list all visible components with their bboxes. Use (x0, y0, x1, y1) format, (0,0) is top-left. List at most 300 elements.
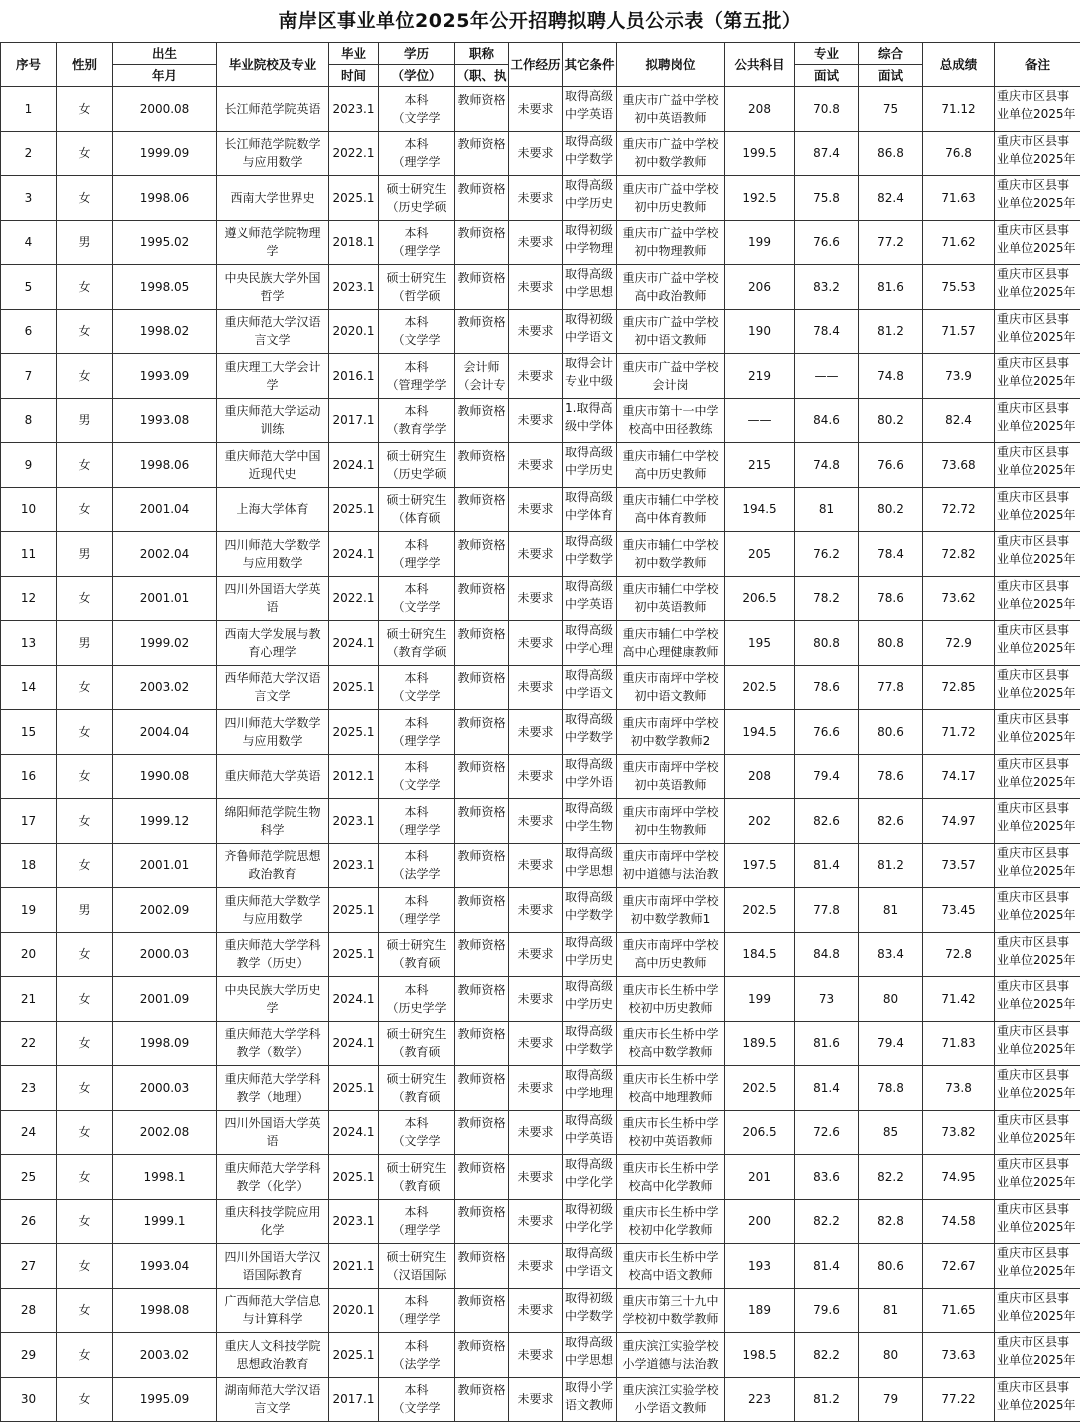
header-grad-top: 毕业 (329, 43, 379, 65)
header-birth-top: 出生 (113, 43, 217, 65)
position-cell (617, 1021, 725, 1066)
seq-cell: 6 (1, 309, 57, 354)
title-line1: 教师资格 (457, 493, 506, 508)
comp-cell: 82.2 (859, 1155, 923, 1200)
edu-line2: （教育学学 (386, 422, 447, 437)
grad-cell: 2024.1 (329, 532, 379, 577)
table-row (1, 220, 1080, 265)
other-cell (563, 1066, 617, 1111)
other-cell (563, 1021, 617, 1066)
table-row (1, 532, 1080, 577)
other-cell-text: 取得高级中学语文 (565, 1246, 614, 1278)
school-cell-text: 重庆师范大学英语 (224, 769, 321, 784)
remark-cell (995, 176, 1080, 221)
gender-cell: 男 (57, 220, 113, 265)
position-cell-text: 重庆市广益中学校初中英语教师 (622, 92, 719, 125)
prof-cell: 76.6 (795, 220, 859, 265)
table-row (1, 1021, 1080, 1066)
comp-cell: 78.4 (859, 532, 923, 577)
comp-cell: 82.8 (859, 1199, 923, 1244)
gender-cell: 男 (57, 398, 113, 443)
school-cell (217, 87, 329, 132)
comp-cell: 81.2 (859, 309, 923, 354)
position-cell-text: 重庆市长生桥中学校初中历史教师 (622, 982, 719, 1015)
school-cell-text: 长江师范学院数学与应用数学 (224, 137, 321, 170)
position-cell (617, 354, 725, 399)
public-cell: 189.5 (725, 1021, 795, 1066)
school-cell-text: 重庆师范大学学科教学（地理） (224, 1071, 321, 1104)
position-cell (617, 487, 725, 532)
public-cell: 208 (725, 87, 795, 132)
experience-cell: 未要求 (509, 87, 563, 132)
table-row (1, 487, 1080, 532)
experience-cell: 未要求 (509, 754, 563, 799)
birth-cell: 1998.06 (113, 176, 217, 221)
header-school: 毕业院校及专业 (217, 43, 329, 87)
gender-cell: 女 (57, 932, 113, 977)
total-cell: 76.8 (923, 131, 995, 176)
position-cell (617, 1066, 725, 1111)
gender-cell: 男 (57, 621, 113, 666)
title-cell (455, 665, 509, 710)
remark-cell (995, 977, 1080, 1022)
prof-cell: 83.2 (795, 265, 859, 310)
other-cell-text: 取得高级中学英语 (565, 1112, 614, 1145)
edu-cell (379, 354, 455, 399)
school-cell (217, 398, 329, 443)
public-cell: 199 (725, 220, 795, 265)
comp-cell: 82.6 (859, 799, 923, 844)
edu-line2: （法学学 (392, 867, 441, 882)
school-cell (217, 710, 329, 755)
table-row (1, 87, 1080, 132)
comp-cell: 79.4 (859, 1021, 923, 1066)
seq-cell: 25 (1, 1155, 57, 1200)
edu-line2: （体育硕 (392, 511, 441, 526)
title-line1: 教师资格 (457, 982, 506, 997)
school-cell (217, 220, 329, 265)
public-cell: 206 (725, 265, 795, 310)
prof-cell: 81 (795, 487, 859, 532)
seq-cell: 30 (1, 1377, 57, 1422)
edu-line1: 硕士研究生 (386, 270, 447, 285)
other-cell (563, 487, 617, 532)
school-cell (217, 799, 329, 844)
seq-cell: 1 (1, 87, 57, 132)
school-cell-text: 四川外国语大学汉语国际教育 (224, 1249, 321, 1282)
edu-cell (379, 265, 455, 310)
title-line1: 会计师 (463, 359, 500, 374)
birth-cell: 2001.01 (113, 843, 217, 888)
school-cell-text: 重庆师范大学学科教学（数学） (224, 1027, 321, 1060)
grad-cell: 2025.1 (329, 1066, 379, 1111)
remark-cell-text: 重庆市区县事业单位2025年 (997, 979, 1076, 1011)
seq-cell: 24 (1, 1110, 57, 1155)
comp-cell: 81 (859, 1288, 923, 1333)
school-cell (217, 1244, 329, 1289)
edu-line1: 本科 (404, 1338, 429, 1353)
remark-cell-text: 重庆市区县事业单位2025年 (997, 445, 1076, 477)
school-cell (217, 354, 329, 399)
page-title: 南岸区事业单位2025年公开招聘拟聘人员公示表（第五批） (278, 10, 802, 32)
position-cell-text: 重庆市长生桥中学校高中数学教师 (622, 1027, 719, 1060)
prof-cell: 76.6 (795, 710, 859, 755)
position-cell-text: 重庆市长生桥中学校初中英语教师 (622, 1116, 719, 1149)
edu-line1: 本科 (404, 92, 429, 107)
header-grad-bottom: 时间 (329, 65, 379, 87)
grad-cell: 2025.1 (329, 710, 379, 755)
birth-cell: 1998.1 (113, 1155, 217, 1200)
school-cell-text: 绵阳师范学院生物科学 (224, 804, 321, 837)
other-cell (563, 309, 617, 354)
experience-cell: 未要求 (509, 1155, 563, 1200)
public-cell: 202.5 (725, 1066, 795, 1111)
remark-cell-text: 重庆市区县事业单位2025年 (997, 1246, 1076, 1278)
public-cell: 219 (725, 354, 795, 399)
position-cell-text: 重庆市长生桥中学校高中化学教师 (622, 1160, 719, 1193)
title-cell (455, 532, 509, 577)
school-cell-text: 中央民族大学历史学 (224, 982, 321, 1015)
remark-cell-text: 重庆市区县事业单位2025年 (997, 934, 1076, 967)
edu-cell (379, 888, 455, 933)
seq-cell: 22 (1, 1021, 57, 1066)
prof-cell: 78.4 (795, 309, 859, 354)
remark-cell (995, 888, 1080, 933)
seq-cell: 13 (1, 621, 57, 666)
position-cell (617, 888, 725, 933)
edu-line1: 硕士研究生 (386, 1160, 447, 1175)
table-body (1, 87, 1080, 1422)
school-cell-text: 四川外国语大学英语 (224, 582, 321, 615)
seq-cell: 28 (1, 1288, 57, 1333)
birth-cell: 1998.09 (113, 1021, 217, 1066)
other-cell-text: 取得高级中学思想 (565, 1335, 614, 1367)
birth-cell: 2001.01 (113, 576, 217, 621)
school-cell (217, 131, 329, 176)
seq-cell: 8 (1, 398, 57, 443)
position-cell (617, 265, 725, 310)
position-cell-text: 重庆市南坪中学校初中数学教师2 (622, 715, 719, 748)
edu-cell (379, 754, 455, 799)
edu-cell (379, 1021, 455, 1066)
birth-cell: 1995.09 (113, 1377, 217, 1422)
school-cell (217, 665, 329, 710)
edu-line2: （理学学 (392, 1223, 441, 1238)
title-cell (455, 354, 509, 399)
birth-cell: 1993.09 (113, 354, 217, 399)
gender-cell: 女 (57, 576, 113, 621)
position-cell-text: 重庆市广益中学校初中物理教师 (622, 226, 719, 259)
title-line2 (455, 242, 508, 260)
edu-cell (379, 1155, 455, 1200)
other-cell (563, 532, 617, 577)
other-cell (563, 843, 617, 888)
header-row (1, 43, 1080, 65)
other-cell (563, 265, 617, 310)
position-cell (617, 1288, 725, 1333)
edu-cell (379, 1377, 455, 1422)
total-cell: 71.12 (923, 87, 995, 132)
table-row (1, 1244, 1080, 1289)
remark-cell (995, 487, 1080, 532)
remark-cell (995, 532, 1080, 577)
position-cell (617, 1244, 725, 1289)
header-total: 总成绩 (923, 43, 995, 87)
remark-cell-text: 重庆市区县事业单位2025年 (997, 1201, 1076, 1234)
remark-cell-text: 重庆市区县事业单位2025年 (997, 356, 1076, 388)
gender-cell: 女 (57, 487, 113, 532)
edu-line1: 本科 (404, 760, 429, 775)
comp-cell: 86.8 (859, 131, 923, 176)
remark-cell (995, 1333, 1080, 1378)
remark-cell (995, 1066, 1080, 1111)
edu-cell (379, 932, 455, 977)
remark-cell (995, 932, 1080, 977)
gender-cell: 女 (57, 1110, 113, 1155)
edu-cell (379, 176, 455, 221)
prof-cell: 75.8 (795, 176, 859, 221)
position-cell-text: 重庆市广益中学校初中历史教师 (622, 181, 719, 214)
gender-cell: 男 (57, 888, 113, 933)
school-cell (217, 443, 329, 488)
birth-cell: 2003.02 (113, 1333, 217, 1378)
school-cell (217, 621, 329, 666)
title-cell (455, 843, 509, 888)
remark-cell-text: 重庆市区县事业单位2025年 (997, 222, 1076, 255)
remark-cell (995, 398, 1080, 443)
birth-cell: 2001.04 (113, 487, 217, 532)
prof-cell: 82.2 (795, 1199, 859, 1244)
experience-cell: 未要求 (509, 576, 563, 621)
school-cell-text: 西南大学发展与教育心理学 (224, 626, 321, 659)
comp-cell: 80.2 (859, 487, 923, 532)
position-cell-text: 重庆市广益中学校初中数学教师 (622, 137, 719, 170)
other-cell-text: 取得高级中学思想 (565, 845, 614, 878)
birth-cell: 2002.09 (113, 888, 217, 933)
position-cell-text: 重庆市辅仁中学校高中历史教师 (622, 448, 719, 481)
experience-cell: 未要求 (509, 1021, 563, 1066)
remark-cell-text: 重庆市区县事业单位2025年 (997, 267, 1076, 299)
gender-cell: 女 (57, 1333, 113, 1378)
grad-cell: 2024.1 (329, 1110, 379, 1155)
experience-cell: 未要求 (509, 1110, 563, 1155)
edu-cell (379, 843, 455, 888)
school-cell-text: 遵义师范学院物理学 (224, 226, 321, 259)
title-line2 (455, 1132, 508, 1150)
header-prof-top: 专业 (795, 43, 859, 65)
position-cell (617, 176, 725, 221)
seq-cell: 9 (1, 443, 57, 488)
other-cell-text: 取得高级中学英语 (565, 89, 614, 121)
total-cell: 73.62 (923, 576, 995, 621)
comp-cell: 80.2 (859, 398, 923, 443)
remark-cell-text: 重庆市区县事业单位2025年 (997, 667, 1076, 700)
title-line1: 教师资格 (457, 626, 506, 641)
school-cell (217, 309, 329, 354)
birth-cell: 1999.1 (113, 1199, 217, 1244)
comp-cell: 80.6 (859, 1244, 923, 1289)
title-line1: 教师资格 (457, 893, 506, 908)
title-cell (455, 1244, 509, 1289)
experience-cell: 未要求 (509, 131, 563, 176)
remark-cell-text: 重庆市区县事业单位2025年 (997, 801, 1076, 833)
gender-cell: 女 (57, 665, 113, 710)
edu-cell (379, 1288, 455, 1333)
position-cell-text: 重庆市辅仁中学校高中心理健康教师 (622, 626, 719, 659)
grad-cell: 2023.1 (329, 843, 379, 888)
total-cell: 72.72 (923, 487, 995, 532)
title-line2 (455, 910, 508, 928)
grad-cell: 2024.1 (329, 443, 379, 488)
edu-line1: 本科 (404, 804, 429, 819)
edu-line2: （文学学 (392, 600, 441, 615)
public-cell: 195 (725, 621, 795, 666)
grad-cell: 2025.1 (329, 665, 379, 710)
grad-cell: 2024.1 (329, 621, 379, 666)
title-line2 (455, 198, 508, 216)
total-cell: 77.22 (923, 1377, 995, 1422)
edu-line2: （历史学硕 (386, 466, 447, 481)
other-cell (563, 1288, 617, 1333)
title-cell (455, 799, 509, 844)
grad-cell: 2025.1 (329, 1333, 379, 1378)
edu-line2: （理学学 (392, 1312, 441, 1327)
public-cell: 202 (725, 799, 795, 844)
other-cell-text: 取得高级中学化学 (565, 1157, 614, 1189)
total-cell: 71.72 (923, 710, 995, 755)
total-cell: 72.85 (923, 665, 995, 710)
public-cell: 223 (725, 1377, 795, 1422)
title-line2 (455, 554, 508, 572)
table-row (1, 1066, 1080, 1111)
title-cell (455, 265, 509, 310)
table-row (1, 665, 1080, 710)
remark-cell-text: 重庆市区县事业单位2025年 (997, 1112, 1076, 1145)
total-cell: 73.45 (923, 888, 995, 933)
birth-cell: 2000.08 (113, 87, 217, 132)
edu-line1: 本科 (404, 137, 429, 152)
remark-cell-text: 重庆市区县事业单位2025年 (997, 845, 1076, 878)
grad-cell: 2023.1 (329, 1199, 379, 1244)
experience-cell: 未要求 (509, 1377, 563, 1422)
total-cell: 74.58 (923, 1199, 995, 1244)
birth-cell: 1999.09 (113, 131, 217, 176)
gender-cell: 女 (57, 1021, 113, 1066)
grad-cell: 2025.1 (329, 1155, 379, 1200)
remark-cell-text: 重庆市区县事业单位2025年 (997, 712, 1076, 744)
total-cell: 73.57 (923, 843, 995, 888)
position-cell (617, 1333, 725, 1378)
title-cell (455, 576, 509, 621)
seq-cell: 7 (1, 354, 57, 399)
title-line2 (455, 1310, 508, 1328)
grad-cell: 2016.1 (329, 354, 379, 399)
remark-cell (995, 621, 1080, 666)
seq-cell: 23 (1, 1066, 57, 1111)
other-cell-text: 取得高级中学地理 (565, 1068, 614, 1100)
other-cell-text: 1.取得高级中学体 (565, 400, 614, 433)
other-cell (563, 87, 617, 132)
experience-cell: 未要求 (509, 443, 563, 488)
edu-line2: （哲学硕 (392, 288, 441, 303)
remark-cell-text: 重庆市区县事业单位2025年 (997, 1379, 1076, 1412)
total-cell: 74.17 (923, 754, 995, 799)
edu-line2: （理学学 (392, 911, 441, 926)
title-line2 (455, 287, 508, 305)
school-cell (217, 932, 329, 977)
school-cell (217, 977, 329, 1022)
comp-cell: 74.8 (859, 354, 923, 399)
edu-cell (379, 487, 455, 532)
candidates-table (0, 42, 1080, 1422)
total-cell: 73.82 (923, 1110, 995, 1155)
remark-cell-text: 重庆市区县事业单位2025年 (997, 890, 1076, 922)
position-cell-text: 重庆滨江实验学校小学道德与法治教 (622, 1338, 719, 1371)
position-cell (617, 576, 725, 621)
grad-cell: 2025.1 (329, 487, 379, 532)
remark-cell-text: 重庆市区县事业单位2025年 (997, 623, 1076, 655)
prof-cell: 84.6 (795, 398, 859, 443)
table-row (1, 398, 1080, 443)
edu-line1: 硕士研究生 (386, 448, 447, 463)
table-row (1, 176, 1080, 221)
public-cell: 199 (725, 977, 795, 1022)
school-cell-text: 重庆师范大学学科教学（化学） (224, 1160, 321, 1193)
position-cell (617, 977, 725, 1022)
prof-cell: 76.2 (795, 532, 859, 577)
other-cell (563, 443, 617, 488)
title-line2 (455, 509, 508, 527)
public-cell: 184.5 (725, 932, 795, 977)
edu-line1: 本科 (404, 1116, 429, 1131)
school-cell-text: 重庆师范大学汉语言文学 (224, 315, 321, 348)
position-cell-text: 重庆市广益中学校高中政治教师 (622, 270, 719, 303)
prof-cell: 81.4 (795, 843, 859, 888)
seq-cell: 29 (1, 1333, 57, 1378)
grad-cell: 2021.1 (329, 1244, 379, 1289)
position-cell-text: 重庆市南坪中学校初中道德与法治教 (622, 849, 719, 882)
experience-cell: 未要求 (509, 354, 563, 399)
title-line2 (455, 1221, 508, 1239)
experience-cell: 未要求 (509, 888, 563, 933)
public-cell: 206.5 (725, 1110, 795, 1155)
school-cell (217, 1288, 329, 1333)
table-row (1, 576, 1080, 621)
position-cell (617, 1377, 725, 1422)
title-line2 (455, 687, 508, 705)
table-row (1, 1155, 1080, 1200)
school-cell-text: 重庆人文科技学院思想政治教育 (224, 1338, 321, 1371)
school-cell (217, 532, 329, 577)
title-line1: 教师资格 (457, 938, 506, 953)
title-line1: 教师资格 (457, 582, 506, 597)
total-cell: 73.8 (923, 1066, 995, 1111)
prof-cell: 82.2 (795, 1333, 859, 1378)
title-line2 (455, 598, 508, 616)
comp-cell: 77.8 (859, 665, 923, 710)
prof-cell: 78.6 (795, 665, 859, 710)
position-cell (617, 532, 725, 577)
edu-line1: 本科 (404, 315, 429, 330)
public-cell: 200 (725, 1199, 795, 1244)
title-line2 (455, 1266, 508, 1284)
school-cell-text: 中央民族大学外国哲学 (224, 270, 321, 303)
edu-line2: （教育硕 (392, 956, 441, 971)
position-cell-text: 重庆市长生桥中学校初中化学教师 (622, 1205, 719, 1238)
other-cell-text: 取得高级中学数学 (565, 133, 614, 166)
table-row (1, 932, 1080, 977)
school-cell-text: 重庆师范大学运动训练 (224, 404, 321, 437)
